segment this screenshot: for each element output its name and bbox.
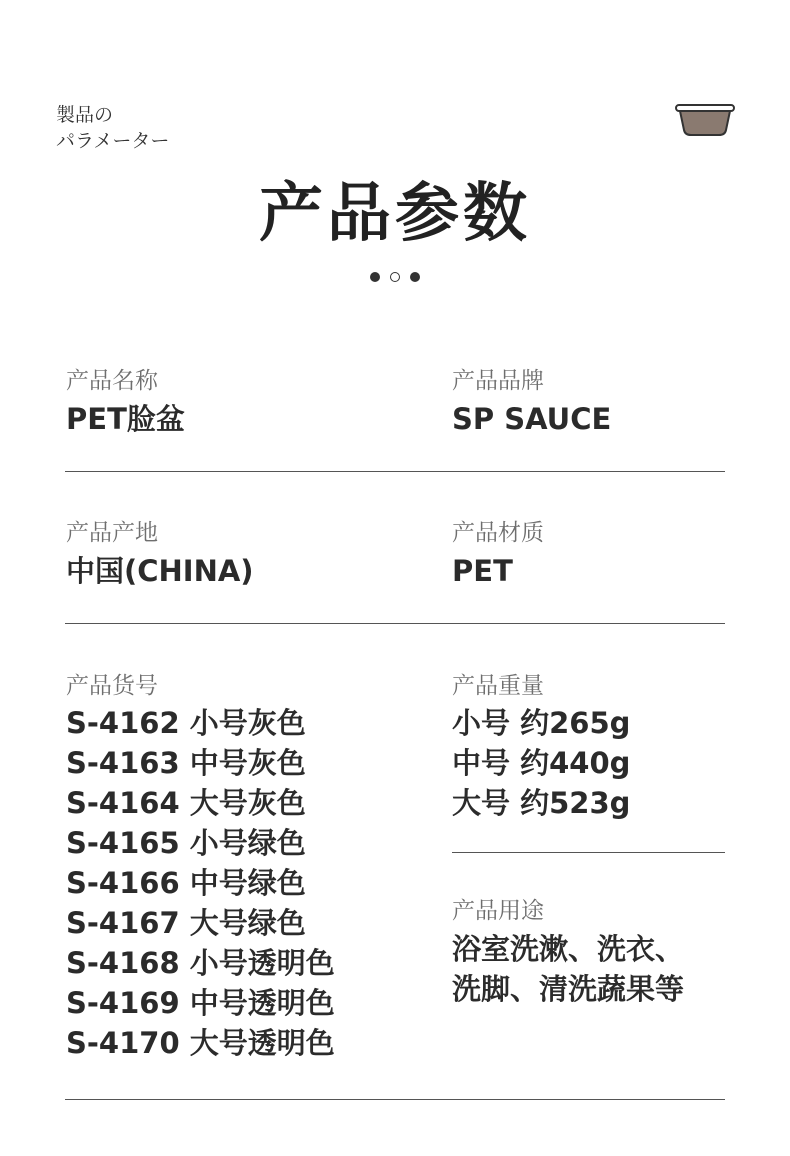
japanese-subtitle-line2: パラメーター [56, 130, 170, 152]
bowl-icon [674, 102, 736, 138]
weight-item: 大号 约523g [452, 786, 631, 820]
usage-line: 浴室洗漱、洗衣、 [452, 932, 685, 966]
product-brand-label: 产品品牌 [452, 368, 544, 394]
divider [65, 1099, 725, 1100]
product-weight-label: 产品重量 [452, 673, 544, 699]
product-usage-text [452, 929, 684, 1009]
product-sku-list [66, 703, 335, 1063]
product-name-label: 产品名称 [66, 368, 158, 394]
product-sku-label: 产品货号 [66, 673, 158, 699]
sku-item: S-4162 小号灰色 [66, 706, 306, 740]
dot-icon [410, 272, 420, 282]
product-weight-list [452, 703, 630, 823]
sku-item: S-4164 大号灰色 [66, 786, 306, 820]
product-material-label: 产品材质 [452, 520, 544, 546]
sku-item: S-4170 大号透明色 [66, 1026, 335, 1060]
divider [452, 852, 725, 853]
sku-item: S-4167 大号绿色 [66, 906, 306, 940]
divider [65, 623, 725, 624]
product-brand-value: SP SAUCE [452, 402, 612, 436]
sku-item: S-4168 小号透明色 [66, 946, 335, 980]
product-usage-label: 产品用途 [452, 898, 544, 924]
usage-line: 洗脚、清洗蔬果等 [452, 972, 685, 1006]
sku-item: S-4166 中号绿色 [66, 866, 306, 900]
product-origin-label: 产品产地 [66, 520, 158, 546]
dot-icon [370, 272, 380, 282]
japanese-subtitle [56, 102, 169, 154]
product-name-value: PET脸盆 [66, 402, 185, 436]
product-origin-value: 中国(CHINA) [66, 554, 254, 588]
sku-item: S-4165 小号绿色 [66, 826, 306, 860]
sku-item: S-4163 中号灰色 [66, 746, 306, 780]
page-title: 产品参数 [259, 177, 531, 251]
japanese-subtitle-line1: 製品の [56, 104, 114, 126]
weight-item: 中号 约440g [452, 746, 631, 780]
dot-icon [390, 272, 400, 282]
divider [65, 471, 725, 472]
sku-item: S-4169 中号透明色 [66, 986, 335, 1020]
weight-item: 小号 约265g [452, 706, 631, 740]
decorative-dots [368, 270, 424, 284]
product-material-value: PET [452, 554, 513, 588]
